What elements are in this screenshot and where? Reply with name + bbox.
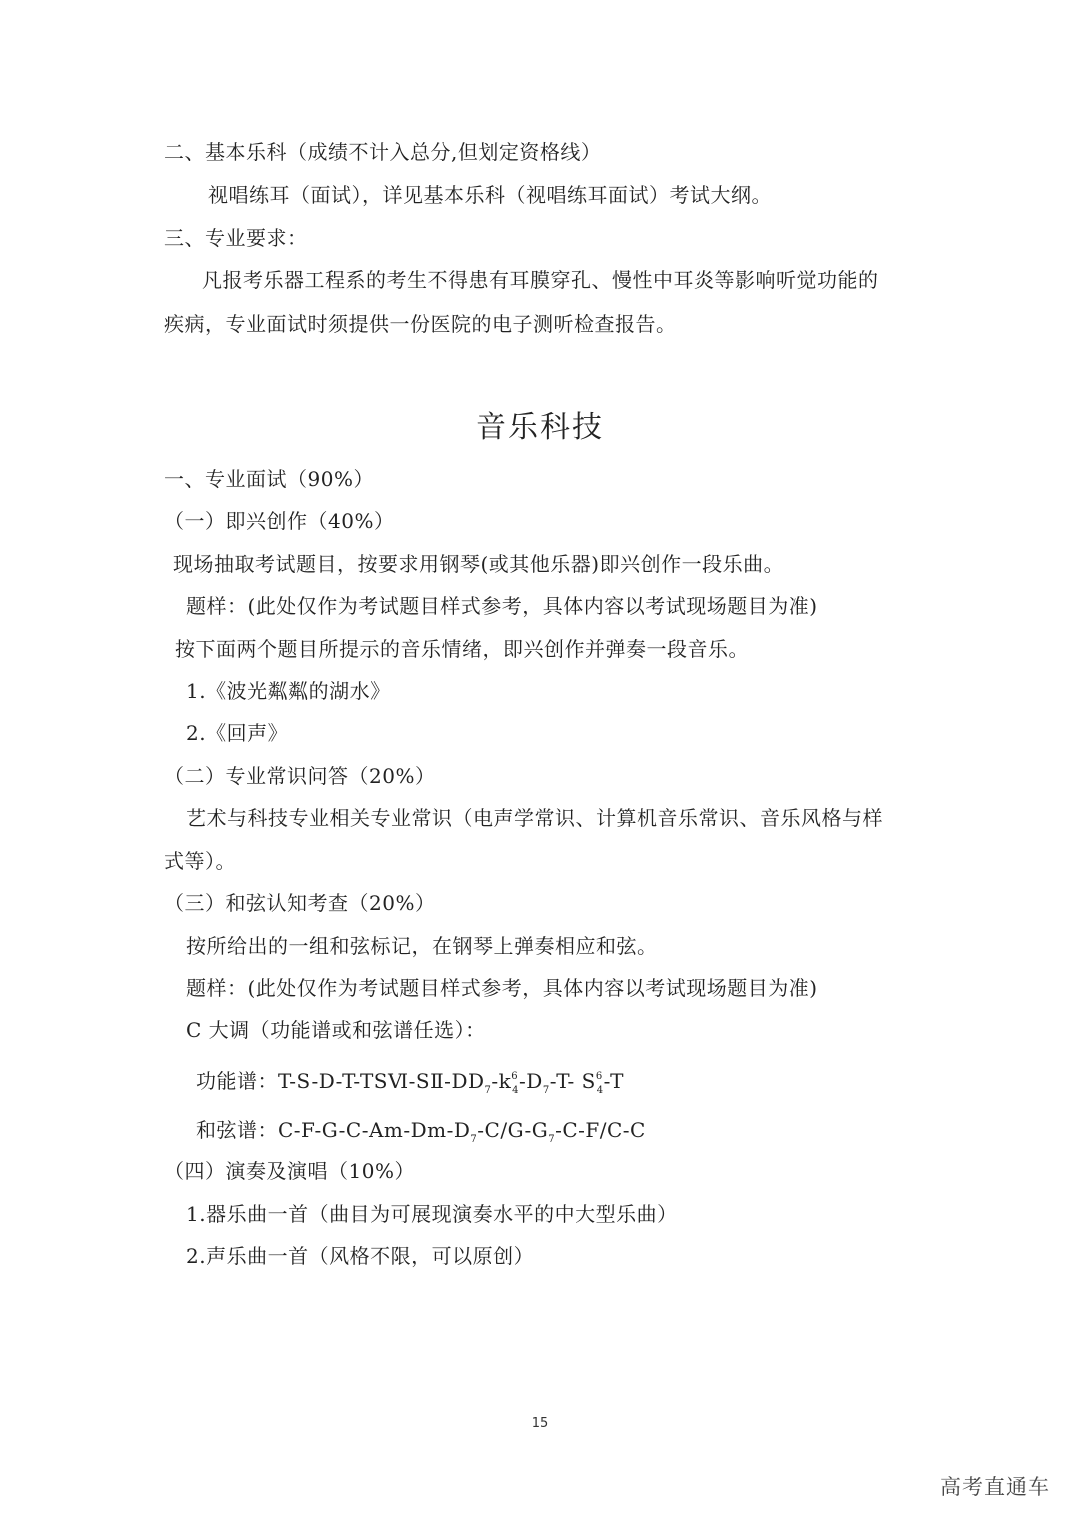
functional-sub-1: 7 (484, 1085, 492, 1096)
functional-part-2: -k (491, 1069, 512, 1093)
chord-sample-note: 题样：(此处仅作为考试题目样式参考，具体内容以考试现场题目为准) (186, 976, 818, 1000)
chord-key: C 大调（功能谱或和弦谱任选）： (186, 1018, 486, 1042)
improv-sample-note: 题样：(此处仅作为考试题目样式参考，具体内容以考试现场题目为准) (186, 594, 818, 618)
functional-notation (196, 1066, 624, 1101)
functional-sub-4: 4 (596, 1085, 604, 1096)
section3-heading: 三、专业要求： (164, 226, 308, 250)
functional-sup-4: 6 (595, 1071, 603, 1082)
section3-body-line1: 凡报考乐器工程系的考生不得患有耳膜穿孔、慢性中耳炎等影响听觉功能的 (202, 268, 879, 292)
chord-desc: 按所给出的一组和弦标记，在钢琴上弹奏相应和弦。 (186, 934, 658, 958)
knowledge-desc-line2: 式等）。 (164, 849, 236, 873)
improv-desc: 现场抽取考试题目，按要求用钢琴(或其他乐器)即兴创作一段乐曲。 (173, 552, 785, 576)
section3-body-line2: 疾病，专业面试时须提供一份医院的电子测听检查报告。 (164, 312, 677, 336)
perform-item-2: 2.声乐曲一首（风格不限，可以原创） (186, 1244, 535, 1268)
improv-item-1: 1.《波光粼粼的湖水》 (186, 679, 391, 703)
page-title: 音乐科技 (476, 410, 604, 445)
improv-heading: （一）即兴创作（40%） (164, 509, 395, 533)
functional-part-4: -T- S (549, 1069, 596, 1093)
chord-notation (196, 1115, 646, 1150)
perform-heading: （四）演奏及演唱（10%） (164, 1159, 415, 1183)
chord-heading: （三）和弦认知考查（20%） (164, 891, 436, 915)
chordchart-part-3: -C-F/C-C (555, 1118, 646, 1142)
part1-heading: 一、专业面试（90%） (164, 467, 374, 491)
section2-heading: 二、基本乐科（成绩不计入总分,但划定资格线） (164, 140, 602, 164)
functional-sub-3: 7 (542, 1085, 550, 1096)
knowledge-desc-line1: 艺术与科技专业相关专业常识（电声学常识、计算机音乐常识、音乐风格与样 (186, 806, 883, 830)
chordchart-sub-2: 7 (548, 1134, 556, 1145)
chordchart-label: 和弦谱： (196, 1118, 278, 1142)
watermark: 高考直通车 (940, 1475, 1050, 1499)
functional-sub-2: 4 (512, 1085, 520, 1096)
page-number: 15 (531, 1416, 549, 1431)
knowledge-heading: （二）专业常识问答（20%） (164, 764, 436, 788)
perform-item-1: 1.器乐曲一首（曲目为可展现演奏水平的中大型乐曲） (186, 1202, 678, 1226)
functional-part-5: -T (603, 1069, 624, 1093)
improv-item-2: 2.《回声》 (186, 721, 289, 745)
functional-sup-2: 6 (511, 1071, 519, 1082)
improv-instruction: 按下面两个题目所提示的音乐情绪，即兴创作并弹奏一段音乐。 (175, 637, 749, 661)
section2-body: 视唱练耳（面试），详见基本乐科（视唱练耳面试）考试大纲。 (208, 183, 772, 207)
functional-part-1: T-S-D-T-TSⅥ-SⅡ-DD (278, 1069, 485, 1093)
chordchart-part-2: -C/G-G (477, 1118, 549, 1142)
functional-label: 功能谱： (196, 1069, 278, 1093)
chordchart-sub-1: 7 (470, 1134, 478, 1145)
functional-part-3: -D (519, 1069, 543, 1093)
chordchart-part-1: C-F-G-C-Am-Dm-D (278, 1118, 471, 1142)
